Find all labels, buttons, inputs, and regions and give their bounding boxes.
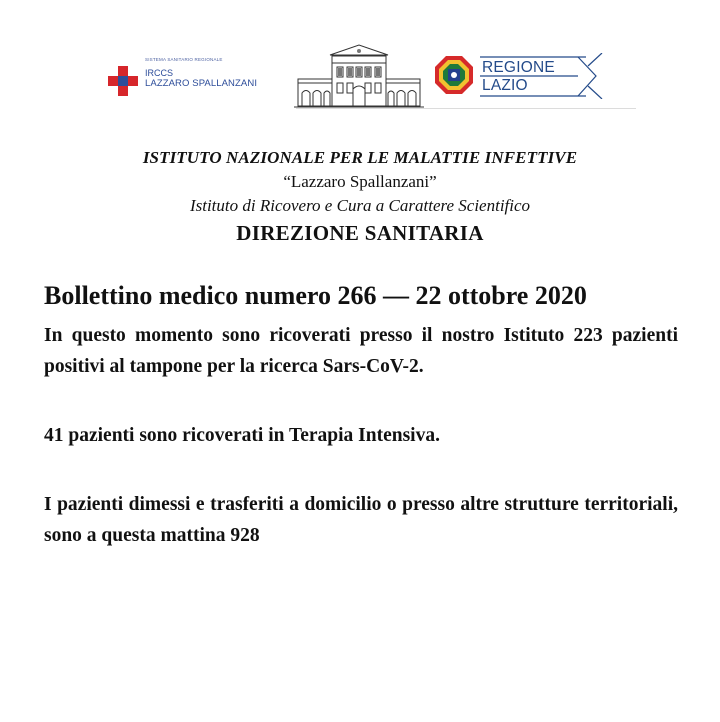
bulletin-paragraph-intensive-care: 41 pazienti sono ricoverati in Terapia Intensiva. <box>44 425 440 446</box>
institute-subtitle: “Lazzaro Spallanzani” <box>283 172 437 191</box>
red-cross-icon <box>108 66 138 96</box>
region-name: LAZIO <box>482 77 528 94</box>
irccs-system-label: SISTEMA SANITARIO REGIONALE <box>145 57 223 62</box>
institute-type: Istituto di Ricovero e Cura a Carattere Scientifico <box>189 196 531 215</box>
logo-strip <box>104 40 636 110</box>
irccs-hospital-name: LAZZARO SPALLANZANI <box>145 77 258 89</box>
irccs-spallanzani-logo <box>104 56 284 96</box>
regione-lazio-text <box>482 59 555 95</box>
bulletin-paragraph-discharged: I pazienti dimessi e trasferiti a domicilio o presso altre strutture territoriali, sono a questa mattina 928 <box>44 494 678 546</box>
logo-divider <box>296 108 636 109</box>
bulletin-title: Bollettino medico numero 266 — 22 ottobre 2020 <box>44 281 587 310</box>
institution-header <box>0 146 720 248</box>
bulletin-content <box>44 278 678 551</box>
region-emblem-icon <box>434 55 474 95</box>
department-title: DIREZIONE SANITARIA <box>236 221 484 245</box>
irccs-logo-text <box>145 58 257 88</box>
irccs-label: IRCCS <box>145 67 174 78</box>
bulletin-paragraph-hospitalized: In questo momento sono ricoverati presso il nostro Istituto 223 pazienti positivi al tampone per la ricerca Sars-CoV-2. <box>44 325 678 377</box>
region-label: REGIONE <box>482 59 555 76</box>
regione-lazio-logo <box>434 53 604 99</box>
institute-name: ISTITUTO NAZIONALE PER LE MALATTIE INFETTIVE <box>142 148 578 167</box>
building-illustration-icon <box>294 43 424 109</box>
